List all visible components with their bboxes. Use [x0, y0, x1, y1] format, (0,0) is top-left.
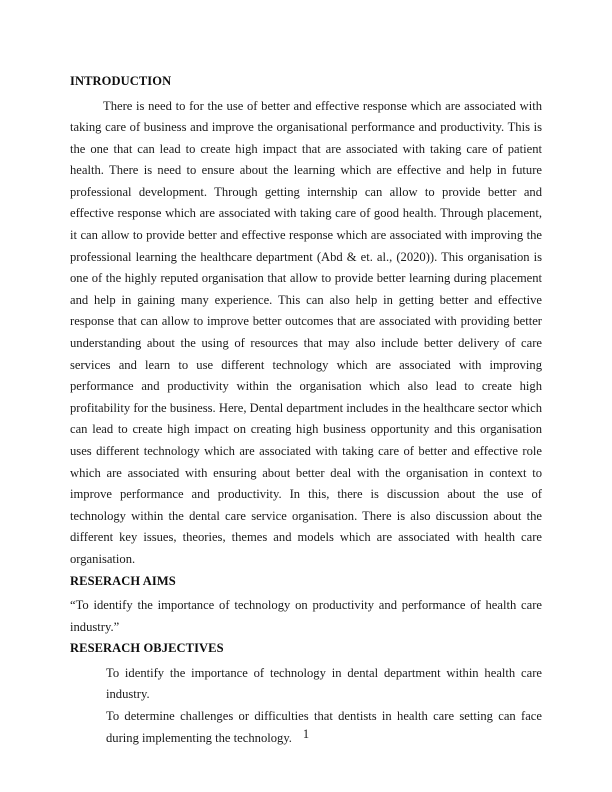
- heading-introduction: INTRODUCTION: [70, 74, 172, 88]
- heading-research-objectives: RESERACH OBJECTIVES: [70, 641, 224, 656]
- page-content: [70, 71, 542, 749]
- objective-item: To identify the importance of technology in dental department within health care industry.: [106, 665, 542, 702]
- introduction-paragraph: There is need to for the use of better and effective response which are associated with taking care of business and improve the organisational performance and productivity. This is the one that can lead to create high impact that are associated with taking care of patient health. There is need to ensure about the learning which are effective and help in future professional development. Through getting internship can allow to provide better and effective response which are associated with taking care of good health. Through placement, it can allow to provide better and effective response which are associated with improving the professional learning the healthcare department (Abd & et. al., (2020)). This organisation is one of the highly reputed organisation that allow to provide better learning during placement and help in gaining many experience. This can also help in getting better and effective response that can allow to improve better outcomes that are associated with providing better understanding about the using of resources that may also include better delivery of care services and learn to use different technology which are associated with improving performance and productivity within the organisation which also lead to create high profitability for the business. Here, Dental department includes in the healthcare sector which can lead to create high impact on creating high business opportunity and this organisation uses different technology which are associated with taking care of better and effective role which are associated with ensuring about better deal with the organisation in context to improve performance and productivity. In this, there is discussion about the use of technology within the dental care service organisation. There is also discussion about the different key issues, theories, themes and models which are associated with health care organisation.: [70, 98, 542, 566]
- research-aim-statement: “To identify the importance of technology on productivity and performance of health care industry.”: [70, 598, 542, 634]
- heading-research-aims: RESERACH AIMS: [70, 573, 176, 588]
- page-number: 1: [302, 727, 310, 741]
- objective-item: To determine challenges or difficulties that dentists in health care setting can face during implementing the technology.: [106, 708, 542, 745]
